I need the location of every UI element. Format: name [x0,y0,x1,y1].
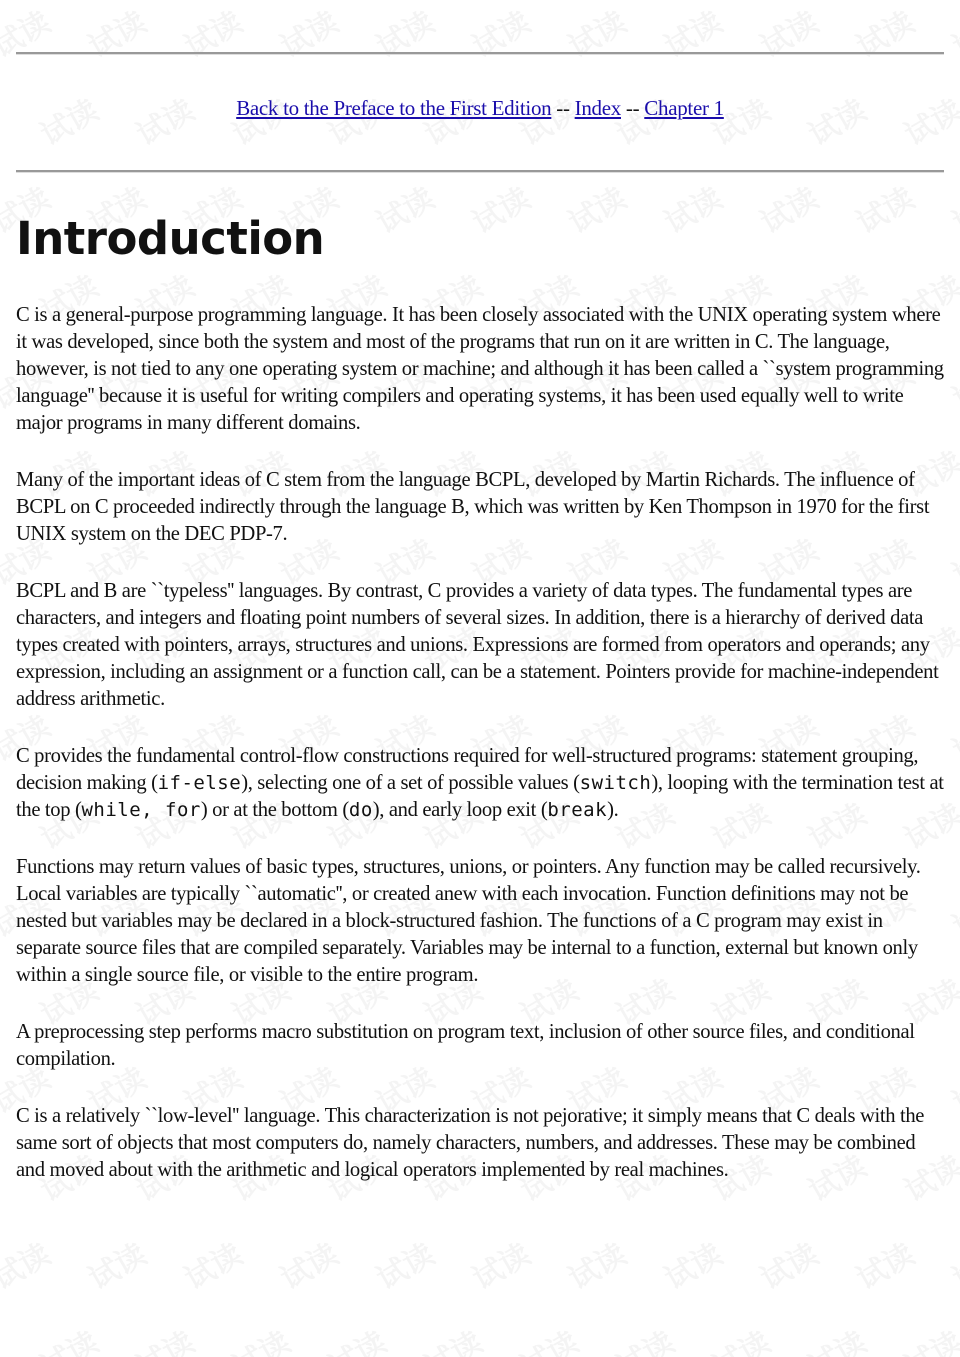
watermark-text [943,878,960,946]
paragraph-2: Many of the important ideas of C stem from the language BCPL, developed by Martin Richards. The influence of BCPL on C proceeded indirectly through the language B, which was written by Ken Thompson in 1970 for the first UNIX system on the DEC PDP-7. [16,469,930,545]
watermark-text [655,1230,729,1298]
watermark-text [943,1054,960,1122]
watermark-text [943,1230,960,1298]
watermark-text [943,350,960,418]
watermark-text [751,1230,825,1298]
code-while-for: while, for [81,799,201,821]
watermark-text [943,526,960,594]
watermark-text [367,174,441,242]
nav-separator: -- [620,96,645,120]
text-fragment: ), looping with the termination test at the top ( [16,772,944,821]
watermark-text [943,0,960,66]
watermark-text [0,1230,57,1298]
code-break: break [547,799,608,821]
watermark-text [943,174,960,242]
code-if-else: if-else [157,772,242,794]
watermark-text [943,702,960,770]
watermark-text [463,0,537,66]
watermark-text [271,1230,345,1298]
chapter-1-link[interactable]: Chapter 1 [644,96,724,120]
text-fragment: ), selecting one of a set of possible values ( [241,772,580,794]
code-do: do [348,799,373,821]
watermark-text [655,174,729,242]
watermark-text [751,174,825,242]
paragraph-4 [16,743,944,824]
watermark-text [559,0,633,66]
paragraph-1: C is a general-purpose programming language. It has been closely associated with the UNIX operating system where it was developed, since both the system and most of the programs that run on it are written in C. The language, however, is not tied to any one operating system or machine; and although it has been called a ``system programming language'' because it is useful for writing compilers and operating systems, it has been used equally well to write major programs in many different domains. [16,304,944,434]
page-title: Introduction [16,212,325,265]
text-fragment: ) or at the bottom ( [200,799,349,821]
watermark-text [319,1318,393,1357]
watermark-text [463,174,537,242]
navigation-bar [0,96,960,121]
watermark-text [367,0,441,66]
code-switch: switch [579,772,652,794]
watermark-text [847,0,921,66]
watermark-text [463,1230,537,1298]
watermark-text [223,1318,297,1357]
text-fragment: ). [607,799,619,821]
watermark-text [895,1318,960,1357]
index-link[interactable]: Index [574,96,621,120]
watermark-text [271,0,345,66]
nav-separator: -- [551,96,575,120]
text-fragment: ), and early loop exit ( [372,799,548,821]
watermark-text [559,1230,633,1298]
watermark-text [175,0,249,66]
paragraph-5: Functions may return values of basic types, structures, unions, or pointers. Any function may be called recursively. Local variables are typically ``automatic'', or created anew with each invocation. Function definitions may not be nested but variables may be declared in a block-structured fashion. The functions of a C program may exist in separate source files that are compiled separately. Variables may be internal to a function, external but known only within a single source file, or visible to the entire program. [16,856,921,986]
paragraph-6: A preprocessing step performs macro substitution on program text, inclusion of other source files, and conditional compilation. [16,1021,915,1070]
bottom-divider [16,170,944,173]
watermark-text [607,1318,681,1357]
watermark-text [847,1230,921,1298]
paragraph-3: BCPL and B are ``typeless'' languages. By contrast, C provides a variety of data types. The fundamental types are characters, and integers and floating point numbers of several sizes. In addition, there is a hierarchy of derived data types created with pointers, arrays, structures and unions. Expressions are formed from operators and operands; any expression, including an assignment or a function call, can be a statement. Pointers provide for machine-independent address arithmetic. [16,580,939,710]
watermark-text [79,1230,153,1298]
watermark-text [703,1318,777,1357]
paragraph-7: C is a relatively ``low-level'' language. This characterization is not pejorative; it simply means that C deals with the same sort of objects that most computers do, namely characters, numbers, and addresses. These may be combined and moved about with the arithmetic and logical operators implemented by real machines. [16,1105,925,1181]
watermark-text [31,1318,105,1357]
watermark-text [559,174,633,242]
watermark-text [79,0,153,66]
text-fragment: C provides the fundamental control-flow constructions required for well-structured programs: statement grouping, decision making ( [16,745,919,794]
back-to-preface-link[interactable]: Back to the Preface to the First Edition [236,96,552,120]
watermark-text [655,0,729,66]
top-divider [16,52,944,55]
watermark-text [847,174,921,242]
watermark-text [415,1318,489,1357]
watermark-text [367,1230,441,1298]
watermark-text [175,1230,249,1298]
watermark-text [127,1318,201,1357]
article-body [16,302,944,1214]
watermark-text [0,0,57,66]
watermark-text [511,1318,585,1357]
watermark-text [799,1318,873,1357]
watermark-text [751,0,825,66]
